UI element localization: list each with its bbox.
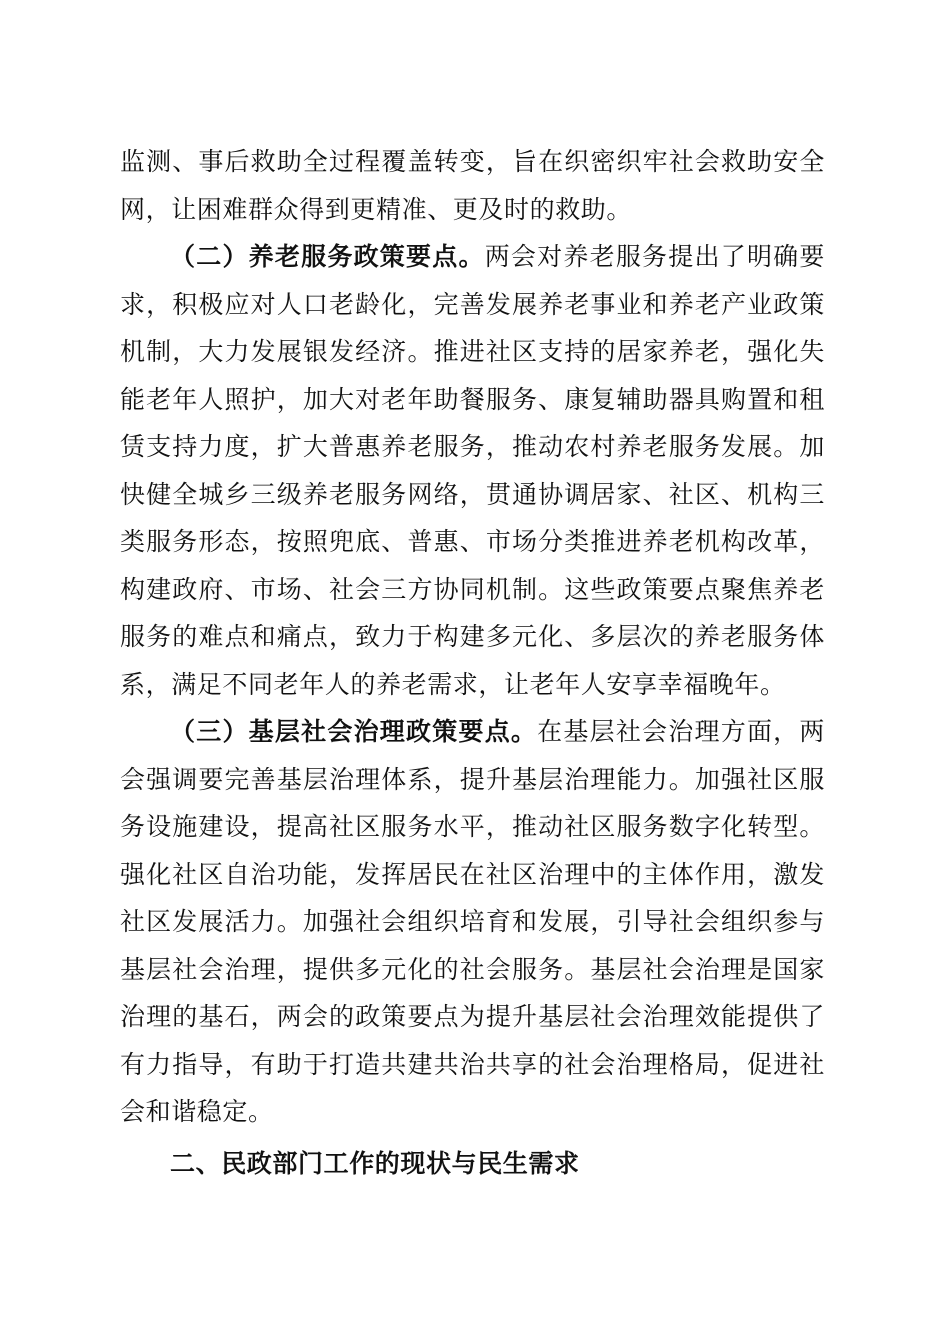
paragraph-heading: （二）养老服务政策要点。 (170, 242, 485, 271)
document-body (120, 138, 825, 1187)
paragraph-text: 两会对养老服务提出了明确要求，积极应对人口老龄化，完善发展养老事业和养老产业政策机制，大力发展银发经济。推进社区支持的居家养老，强化失能老年人照护，加大对老年助餐服务、康复辅助器具购置和租赁支持力度，扩大普惠养老服务，推动农村养老服务发展。加快健全城乡三级养老服务网络，贯通协调居家、社区、机构三类服务形态，按照兜底、普惠、市场分类推进养老机构改革，构建政府、市场、社会三方协同机制。这些政策要点聚焦养老服务的难点和痛点，致力于构建多元化、多层次的养老服务体系，满足不同老年人的养老需求，让老年人安享幸福晚年。 (120, 242, 825, 699)
section-heading: 二、民政部门工作的现状与民生需求 (170, 1148, 580, 1178)
paragraph-grassroots-governance-policy (120, 708, 825, 1136)
paragraph-continuation (120, 138, 825, 233)
paragraph-elderly-care-policy (120, 233, 825, 708)
paragraph-text: 监测、事后救助全过程覆盖转变，旨在织密织牢社会救助安全网，让困难群众得到更精准、更及时的救助。 (120, 147, 825, 224)
paragraph-heading: （三）基层社会治理政策要点。 (170, 717, 538, 746)
paragraph-text: 在基层社会治理方面，两会强调要完善基层治理体系，提升基层治理能力。加强社区服务设施建设，提高社区服务水平，推动社区服务数字化转型。强化社区自治功能，发挥居民在社区治理中的主体作用，激发社区发展活力。加强社会组织培育和发展，引导社会组织参与基层社会治理，提供多元化的社会服务。基层社会治理是国家治理的基石，两会的政策要点为提升基层社会治理效能提供了有力指导，有助于打造共建共治共享的社会治理格局，促进社会和谐稳定。 (120, 717, 826, 1126)
